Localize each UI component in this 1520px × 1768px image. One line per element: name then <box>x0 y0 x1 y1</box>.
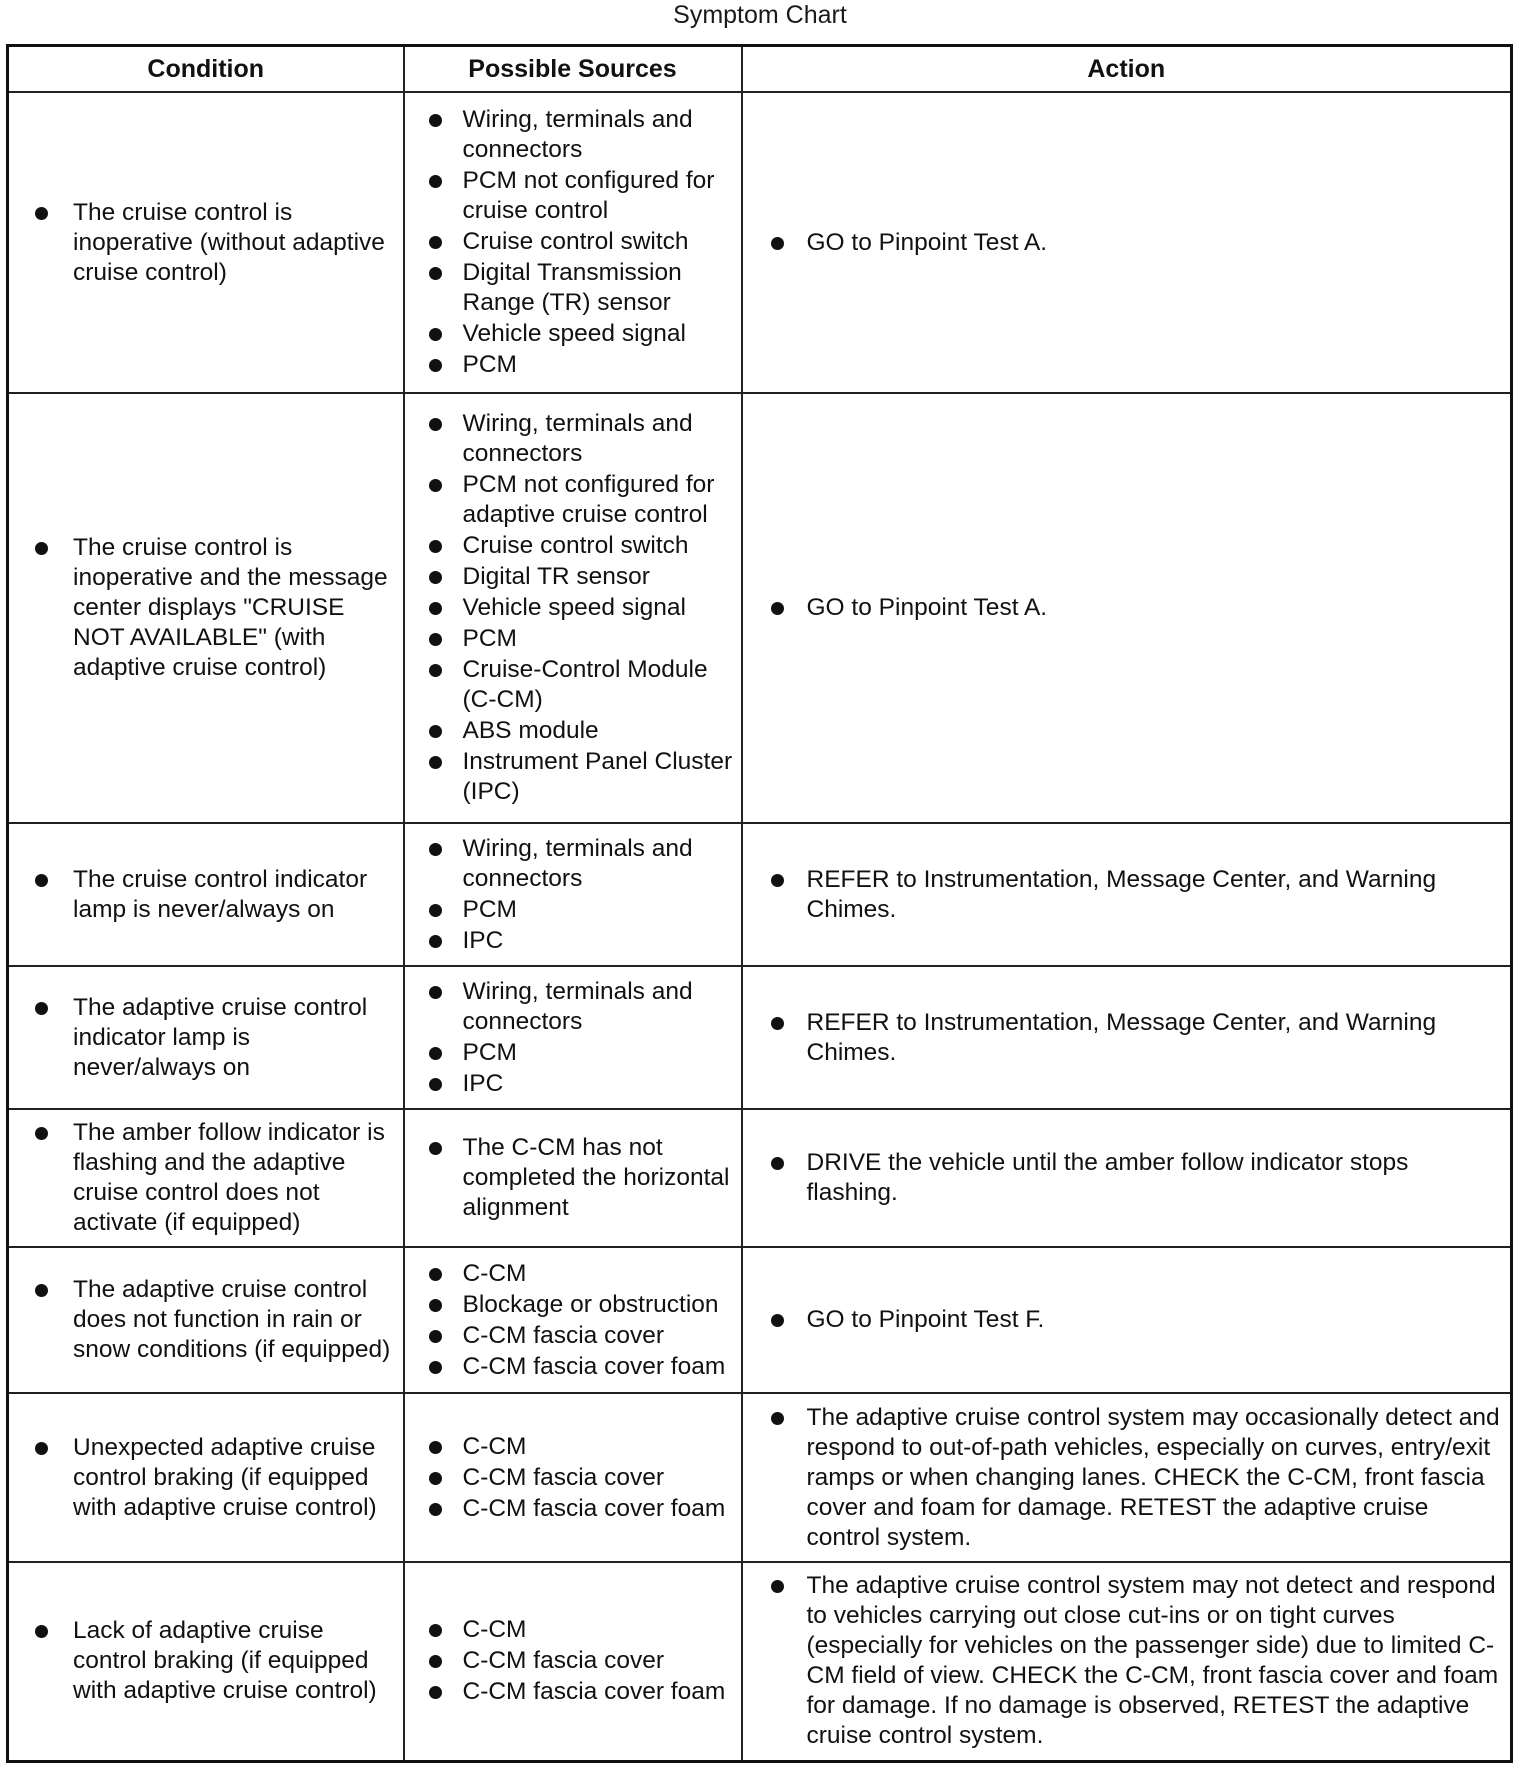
source-item: ABS module <box>423 716 735 746</box>
source-item: C-CM fascia cover foam <box>423 1494 735 1524</box>
source-item: PCM <box>423 350 735 380</box>
condition-text: Lack of adaptive cruise control braking (if equipped with adaptive cruise control) <box>27 1616 397 1706</box>
source-item: Wiring, terminals and connectors <box>423 105 735 165</box>
condition-cell <box>8 1393 404 1562</box>
action-text: REFER to Instrumentation, Message Center, and Warning Chimes. <box>761 1008 1501 1068</box>
header-condition: Condition <box>8 46 404 93</box>
condition-text: Unexpected adaptive cruise control braking (if equipped with adaptive cruise control) <box>27 1433 397 1523</box>
action-text: The adaptive cruise control system may occasionally detect and respond to out-of-path vehicles, especially on curves, entry/exit ramps or when changing lanes. CHECK the C-CM, front fascia cover and foam for damage. RETEST the adaptive cruise control system. <box>761 1403 1501 1553</box>
source-item: Blockage or obstruction <box>423 1290 735 1320</box>
source-item: Cruise control switch <box>423 227 735 257</box>
condition-text: The adaptive cruise control does not function in rain or snow conditions (if equipped) <box>27 1275 397 1365</box>
source-item: Digital TR sensor <box>423 562 735 592</box>
source-item: C-CM fascia cover <box>423 1463 735 1493</box>
action-cell <box>742 966 1512 1109</box>
source-item: C-CM fascia cover foam <box>423 1677 735 1707</box>
action-cell <box>742 1109 1512 1247</box>
header-row <box>8 46 1512 93</box>
condition-text: The cruise control is inoperative (without adaptive cruise control) <box>27 198 397 288</box>
condition-cell <box>8 1562 404 1761</box>
condition-cell <box>8 1247 404 1393</box>
source-item: C-CM fascia cover <box>423 1646 735 1676</box>
source-item: PCM <box>423 895 735 925</box>
sources-cell <box>404 966 742 1109</box>
condition-cell <box>8 823 404 966</box>
condition-text: The adaptive cruise control indicator lamp is never/always on <box>27 993 397 1083</box>
condition-text: The amber follow indicator is flashing and the adaptive cruise control does not activate (if equipped) <box>27 1118 397 1238</box>
condition-cell <box>8 92 404 393</box>
action-text: REFER to Instrumentation, Message Center, and Warning Chimes. <box>761 865 1501 925</box>
condition-cell <box>8 393 404 823</box>
table-row <box>8 823 1512 966</box>
source-item: PCM <box>423 1038 735 1068</box>
source-item: PCM <box>423 624 735 654</box>
action-text: GO to Pinpoint Test F. <box>761 1305 1501 1335</box>
sources-cell <box>404 393 742 823</box>
source-item: C-CM <box>423 1432 735 1462</box>
source-item: Cruise control switch <box>423 531 735 561</box>
action-text: GO to Pinpoint Test A. <box>761 228 1501 258</box>
condition-cell <box>8 966 404 1109</box>
condition-cell <box>8 1109 404 1247</box>
header-action: Action <box>742 46 1512 93</box>
sources-cell <box>404 92 742 393</box>
action-cell <box>742 1562 1512 1761</box>
page-title: Symptom Chart <box>673 1 847 29</box>
header-possible-sources: Possible Sources <box>404 46 742 93</box>
source-item: The C-CM has not completed the horizontal alignment <box>423 1133 735 1223</box>
source-item: IPC <box>423 1069 735 1099</box>
table-row <box>8 1562 1512 1761</box>
source-item: Digital Transmission Range (TR) sensor <box>423 258 735 318</box>
action-cell <box>742 1393 1512 1562</box>
action-text: The adaptive cruise control system may not detect and respond to vehicles carrying out close cut-ins or on tight curves (especially for vehicles on the passenger side) due to limited C-CM field of view. CHECK the C-CM, front fascia cover and foam for damage. If no damage is observed, RETEST the adaptive cruise control system. <box>761 1571 1501 1751</box>
table-row <box>8 1247 1512 1393</box>
table-row <box>8 393 1512 823</box>
action-text: GO to Pinpoint Test A. <box>761 593 1501 623</box>
action-cell <box>742 1247 1512 1393</box>
action-text: DRIVE the vehicle until the amber follow indicator stops flashing. <box>761 1148 1501 1208</box>
source-item: Cruise-Control Module (C-CM) <box>423 655 735 715</box>
table-row <box>8 92 1512 393</box>
source-item: C-CM <box>423 1259 735 1289</box>
source-item: C-CM <box>423 1615 735 1645</box>
source-item: Instrument Panel Cluster (IPC) <box>423 747 735 807</box>
source-item: C-CM fascia cover <box>423 1321 735 1351</box>
table-row <box>8 1109 1512 1247</box>
source-item: Vehicle speed signal <box>423 319 735 349</box>
sources-cell <box>404 1247 742 1393</box>
sources-cell <box>404 1393 742 1562</box>
table-row <box>8 1393 1512 1562</box>
action-cell <box>742 393 1512 823</box>
table-row <box>8 966 1512 1109</box>
condition-text: The cruise control is inoperative and the message center displays "CRUISE NOT AVAILABLE" (with adaptive cruise control) <box>27 533 397 683</box>
source-item: IPC <box>423 926 735 956</box>
source-item: Wiring, terminals and connectors <box>423 977 735 1037</box>
sources-cell <box>404 823 742 966</box>
source-item: PCM not configured for adaptive cruise control <box>423 470 735 530</box>
action-cell <box>742 823 1512 966</box>
source-item: Wiring, terminals and connectors <box>423 409 735 469</box>
action-cell <box>742 92 1512 393</box>
condition-text: The cruise control indicator lamp is never/always on <box>27 865 397 925</box>
symptom-table <box>6 44 1513 1763</box>
source-item: Vehicle speed signal <box>423 593 735 623</box>
sources-cell <box>404 1562 742 1761</box>
source-item: Wiring, terminals and connectors <box>423 834 735 894</box>
source-item: PCM not configured for cruise control <box>423 166 735 226</box>
source-item: C-CM fascia cover foam <box>423 1352 735 1382</box>
sources-cell <box>404 1109 742 1247</box>
